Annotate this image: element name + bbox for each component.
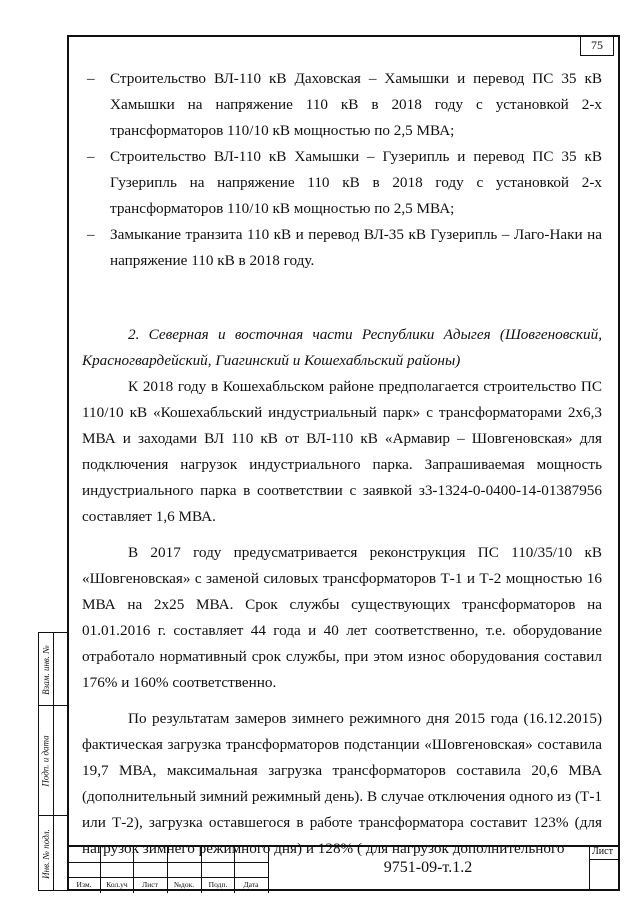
sheet-label: Лист — [592, 846, 613, 857]
stamp-label: №док. — [173, 880, 195, 889]
page-number: 75 — [580, 36, 614, 56]
paragraph: По результатам замеров зимнего режимного дня 2015 года (16.12.2015) фактическая загрузка трансформаторов подстанции «Шовгеновская» составила 19,7 МВА, максимальная загрузка трансформаторов составила 20,6 МВА (дополнительный зимний режимный день). В случае отключения одного из (Т-1 или Т-2), загрузка оставшегося в работе трансформатора составит 123% (для нагрузок зимнего режимного дня) и 128% ( для нагрузок дополнительного — [82, 710, 602, 857]
bullet-item — [82, 222, 602, 274]
bullet-item — [82, 66, 602, 144]
bullet-dash: – — [87, 226, 95, 243]
stamp-label: Дата — [243, 880, 259, 889]
document-body — [82, 66, 602, 862]
side-label-vzam: Взам. инв. № — [41, 644, 51, 695]
paragraph: К 2018 году в Кошехабльском районе предполагается строительство ПС 110/10 кВ «Кошехабльский индустриальный парк» с трансформаторами 2х6,3 МВА и заходами ВЛ 110 кВ от ВЛ-110 кВ «Армавир – Шовгеновская» для подключения нагрузок индустриального парка. Запрашиваемая мощность индустриального парка в соответствии с заявкой з3-1324-0-0400-14-01387956 составляет 1,6 МВА. — [82, 378, 602, 525]
bullet-item — [82, 144, 602, 222]
bullet-text: Строительство ВЛ-110 кВ Даховская – Хамышки и перевод ПС 35 кВ Хамышки на напряжение 110 кВ в 2018 году с установкой 2-х трансформаторов 110/10 кВ мощностью по 2,5 МВА; — [110, 70, 602, 139]
document-code: 9751-09-т.1.2 — [383, 859, 473, 876]
stamp-label: Подп. — [208, 880, 228, 889]
bullet-text: Замыкание транзита 110 кВ и перевод ВЛ-35 кВ Гузерипль – Лаго-Наки на напряжение 110 кВ в 2018 году. — [110, 226, 602, 269]
stamp-label: Изм. — [76, 880, 92, 889]
side-label-inv: Инв. № подл. — [41, 829, 51, 879]
bullet-text: Строительство ВЛ-110 кВ Хамышки – Гузерипль и перевод ПС 35 кВ Гузерипль на напряжение 110 кВ в 2018 году с установкой 2-х трансформаторов 110/10 кВ мощностью по 2,5 МВА; — [110, 148, 602, 217]
side-label-podp: Подп. и дата — [41, 735, 52, 787]
section-heading: 2. Северная и восточная части Республики Адыгея (Шовгеновский, Красногвардейский, Гиагинский и Кошехабльский районы) — [82, 326, 602, 369]
side-cell-podp — [39, 706, 67, 816]
stamp-label: Кол.уч — [106, 880, 128, 889]
paragraph: В 2017 году предусматривается реконструкция ПС 110/35/10 кВ «Шовгеновская» с заменой силовых трансформаторов Т-1 и Т-2 мощностью 16 МВА на 2х25 МВА. Срок службы существующих трансформаторов на 01.01.2016 г. составляет 44 года и 40 лет соответственно, т.е. оборудование отработало нормативный срок службы, при этом износ оборудования составил 176% и 160% соответственно. — [82, 544, 602, 691]
side-cell-vzam — [39, 633, 67, 706]
side-stamp-strip — [38, 632, 67, 891]
side-cell-inv — [39, 816, 67, 892]
bullet-dash: – — [87, 148, 95, 165]
stamp-label: Лист — [142, 880, 158, 889]
bullet-dash: – — [87, 70, 95, 87]
